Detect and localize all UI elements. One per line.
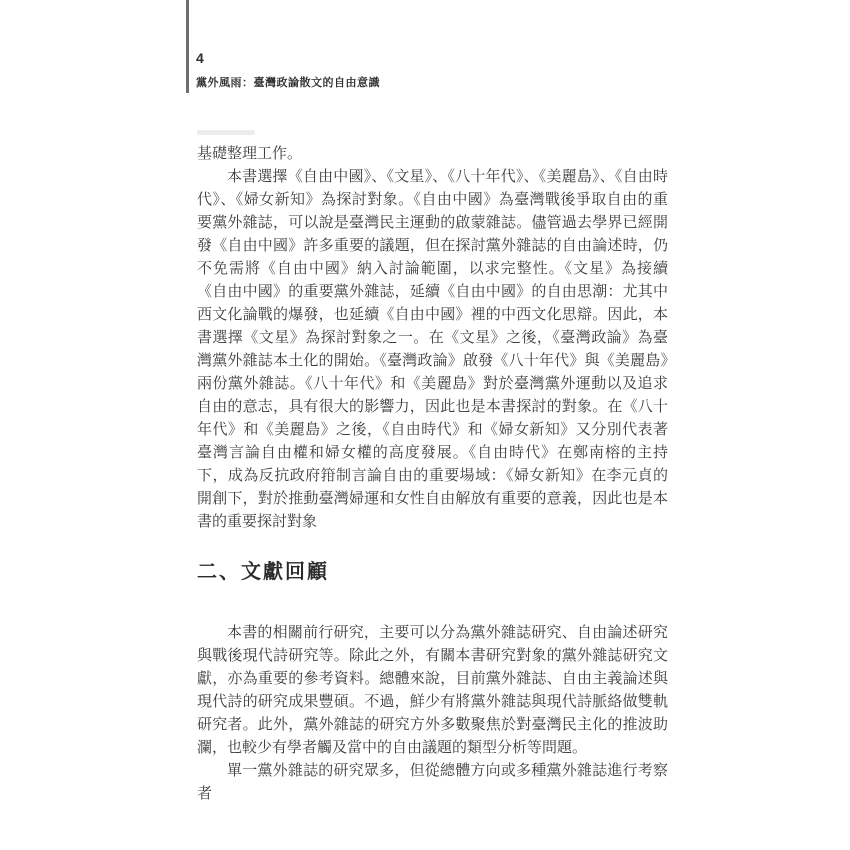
paragraph-main: 本書選擇《自由中國》、《文星》、《八十年代》、《美麗島》、《自由時代》、《婦女新知》為探討對象。《自由中國》為臺灣戰後爭取自由的重要黨外雜誌，可以說是臺灣民主運動的啟蒙雜誌。儘管過去學界已經開發《自由中國》許多重要的議題，但在探討黨外雜誌的自由論述時，仍不免需將《自由中國》納入討論範圍，以求完整性。《文星》為接續《自由中國》的重要黨外雜誌，延續《自由中國》的自由思潮：尤其中西文化論戰的爆發，也延續《自由中國》裡的中西文化思辯。因此，本書選擇《文星》為探討對象之一。在《文星》之後，《臺灣政論》為臺灣黨外雜誌本土化的開始。《臺灣政論》啟發《八十年代》與《美麗島》兩份黨外雜誌。《八十年代》和《美麗島》對於臺灣黨外運動以及追求自由的意志，具有很大的影響力，因此也是本書探討的對象。在《八十年代》和《美麗島》之後，《自由時代》和《婦女新知》又分別代表著臺灣言論自由權和婦女權的高度發展。《自由時代》在鄭南榕的主持下，成為反抗政府箝制言論自由的重要場域：《婦女新知》在李元貞的開創下，對於推動臺灣婦運和女性自由解放有重要的意義，因此也是本書的重要探討對象 [197, 169, 668, 530]
section-heading: 二、文獻回顧 [197, 561, 329, 583]
text-block [197, 143, 668, 806]
paragraph-review: 本書的相關前行研究，主要可以分為黨外雜誌研究、自由論述研究與戰後現代詩研究等。除此之外，有關本書研究對象的黨外雜誌研究文獻，亦為重要的參考資料。總體來說，目前黨外雜誌、自由主義論述與現代詩的研究成果豐碩。不過，鮮少有將黨外雜誌與現代詩脈絡做雙軌研究者。此外，黨外雜誌的研究方外多數聚焦於對臺灣民主化的推波助瀾，也較少有學者觸及當中的自由議題的類型分析等問題。 [197, 625, 668, 756]
margin-rule-line [186, 0, 189, 93]
scan-artifact [197, 130, 255, 135]
paragraph-single: 單一黨外雜誌的研究眾多，但從總體方向或多種黨外雜誌進行考察者 [197, 763, 668, 802]
running-header: 黨外風雨：臺灣政論散文的自由意識 [196, 77, 380, 89]
page-number: 4 [196, 50, 204, 66]
continuation-line: 基礎整理工作。 [197, 146, 303, 162]
